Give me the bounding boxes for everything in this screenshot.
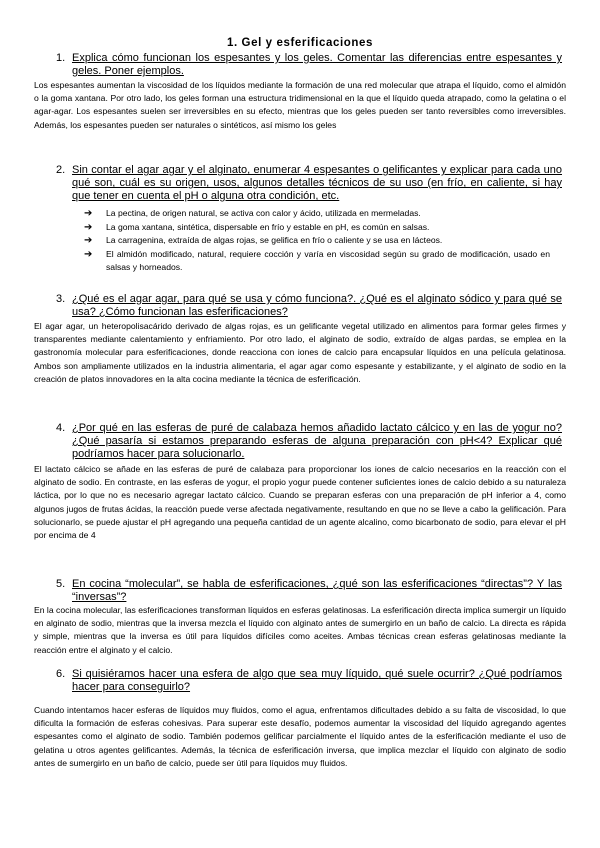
question-text: Sin contar el agar agar y el alginato, enumerar 4 espesantes o gelificantes y explicar para cada uno qué son, cuál es su origen, usos, algunos detalles técnicos de su uso (en frío, en caliente, si hay que tener en cuenta el pH o alguna otra condición, etc. xyxy=(72,164,562,202)
question-4 xyxy=(52,422,562,462)
list-item: ➔ La carragenina, extraída de algas rojas, se gelifica en frío o caliente y se usa en lácteos. xyxy=(84,235,443,247)
question-number: 3. xyxy=(56,293,66,305)
document-title: 1. Gel y esferificaciones xyxy=(226,37,374,49)
question-number: 6. xyxy=(56,668,66,680)
question-2 xyxy=(52,164,562,204)
arrow-bullet-icon: ➔ xyxy=(84,221,93,233)
list-item: ➔ La pectina, de origen natural, se activa con calor y ácido, utilizada en mermeladas. xyxy=(84,208,421,219)
question-text: Explica cómo funcionan los espesantes y los geles. Comentar las diferencias entre espesantes y geles. Poner ejemplos. xyxy=(72,52,562,77)
list-item: ➔ La goma xantana, sintética, dispersable en frío y estable en pH, es común en salsas. xyxy=(84,221,430,233)
answer-5: En la cocina molecular, las esferificaciones transforman líquidos en esferas gelatinosas. La esferificación directa implica sumergir un líquido en alginato de sodio, mientras que la inversa mezcla el líquido con alginato antes de sumergirlo en un baño de calcio. La directa es rápida y simple, mientras que la inversa es útil para líquidos difíciles como aceites. Ambas técnicas crean esferas gelatinosas mediante la reacción entre el alginato y el calcio. xyxy=(34,605,566,655)
question-text: ¿Qué es el agar agar, para qué se usa y cómo funciona?. ¿Qué es el alginato sódico y para qué se usa? ¿Cómo funcionan las esferificaciones? xyxy=(72,293,562,318)
question-text: Si quisiéramos hacer una esfera de algo que sea muy líquido, qué suele ocurrir? ¿Qué podríamos hacer para conseguirlo? xyxy=(72,668,562,693)
answer-6: Cuando intentamos hacer esferas de líquidos muy fluidos, como el agua, enfrentamos dificultades debido a su falta de viscosidad, lo que dificulta la formación de esferas cohesivas. Para superar este desafío, podemos aumentar la viscosidad del líquido agregando agentes espesantes como el alginato de sodio. También podemos gelificar parcialmente el líquido antes de la esferificación mediante el uso de gelatina u otros agentes gelificantes. Además, la técnica de esferificación inversa, que implica mezclar el líquido con alginato de sodio antes de sumergirlo en un baño de calcio, puede ser útil para líquidos muy fluidos. xyxy=(34,705,566,768)
question-3 xyxy=(52,293,562,321)
arrow-bullet-icon: ➔ xyxy=(84,208,93,219)
question-number: 4. xyxy=(56,422,66,434)
answer-1: Los espesantes aumentan la viscosidad de los líquidos mediante la formación de una red molecular que atrapa el líquido, como el almidón o la goma xantana. Por otro lado, los geles forman una estructura tridimensional en la que el líquido queda atrapado, como la gelatina o el agar-agar. Los espesantes suelen ser irreversibles en su efecto, mientras que los geles pueden ser tanto reversibles como irreversibles. Además, los espesantes pueden ser naturales o sintéticos, así mismo los geles xyxy=(34,80,566,130)
gelling-agents-list xyxy=(84,207,550,275)
list-item: ➔ El almidón modificado, natural, requiere cocción y varía en viscosidad según su grado de modificación, usado en salsas y horneados. xyxy=(84,248,550,273)
question-number: 5. xyxy=(56,578,66,590)
question-text: ¿Por qué en las esferas de puré de calabaza hemos añadido lactato cálcico y en las de yogur no? ¿Qué pasaría si estamos preparando esferas de alguna preparación con pH<4? Explicar qué podríamos hacer para solucionarlo. xyxy=(72,422,562,460)
question-number: 1. xyxy=(56,52,66,64)
arrow-bullet-icon: ➔ xyxy=(84,248,93,260)
question-5 xyxy=(52,578,562,606)
question-number: 2. xyxy=(56,164,66,176)
arrow-bullet-icon: ➔ xyxy=(84,235,93,247)
question-text: En cocina “molecular”, se habla de esferificaciones, ¿qué son las esferificaciones “directas”? Y las “inversas”? xyxy=(72,578,562,603)
answer-3: El agar agar, un heteropolisacárido derivado de algas rojas, es un gelificante vegetal utilizado en alimentos para formar geles firmes y transparentes mediante calentamiento y enfriamiento. Por otro lado, el alginato de sodio, extraído de algas pardas, se emplea en la gastronomía molecular para esferificaciones, donde reacciona con iones de calcio para encapsular líquidos en una película gelatinosa. Ambos son ampliamente utilizados en la industria alimentaria, el agar agar como espesante y estabilizante, y el alginato de sodio en la creación de platos innovadores en la alta cocina mediante la técnica de esferificación. xyxy=(34,321,566,384)
question-6 xyxy=(52,668,562,696)
answer-4: El lactato cálcico se añade en las esferas de puré de calabaza para proporcionar los iones de calcio necesarios en la reacción con el alginato de sodio. En contraste, en las esferas de yogur, el propio yogur puede contener suficientes iones de calcio debido a su naturaleza láctica, por lo que no es necesario agregar lactato cálcico. Cuando se preparan esferas con una preparación de pH inferior a 4, como algunos jugos de frutas ácidas, la reacción puede verse afectada negativamente, resultando en que no se lleve a cabo la gelificación. Para solucionarlo, se puede ajustar el pH agregando una pequeña cantidad de un agente alcalino, como bicarbonato de sodio, para elevar el pH por encima de 4 xyxy=(34,464,566,541)
